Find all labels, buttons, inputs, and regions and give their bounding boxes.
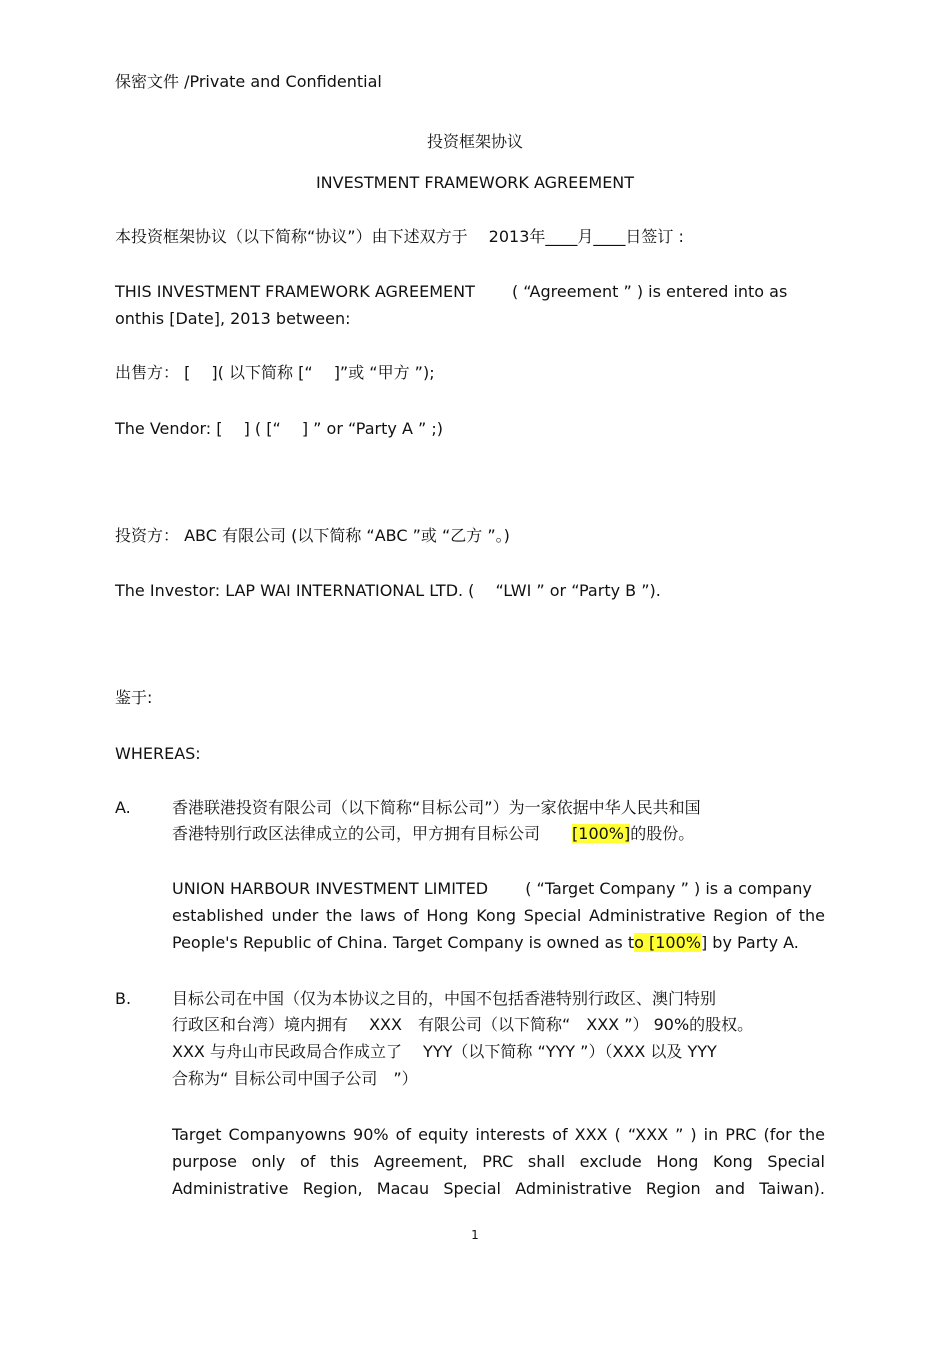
clause-a-chinese-line1: 香港联港投资有限公司（以下简称“目标公司”）为一家依据中华人民共和国 [172,798,701,817]
clause-a-chinese-line2-end: 的股份。 [630,824,695,843]
clause-a-english-line1: UNION HARBOUR INVESTMENT LIMITED ( “Target Company ” ) is a company [172,879,812,898]
clause-b-chinese-line4: 合称为“ 目标公司中国子公司 ”） [172,1069,418,1088]
clause-b-english-line2: purpose only of this Agreement, PRC shall exclude Hong Kong Special [172,1152,825,1171]
investor-english: The Investor: LAP WAI INTERNATIONAL LTD. ( “LWI ” or “Party B ”). [115,581,661,600]
highlighted-percentage: [100%] [572,824,631,843]
clause-a-english-line3-text: People's Republic of China. Target Company is owned as t [172,933,635,952]
clause-a-chinese-line2 [172,823,694,845]
confidentiality-header: 保密文件 /Private and Confidential [115,72,382,91]
vendor-chinese: 出售方： [ ]( 以下简称 [“ ]”或 “甲方 ”); [115,363,435,382]
clause-a-english-line3 [172,932,799,954]
clause-a-english-line3-end: ] by Party A. [700,933,799,952]
clause-a-marker: A. [115,798,131,817]
clause-a-chinese-line2-text: 香港特别行政区法律成立的公司，甲方拥有目标公司 [172,824,573,843]
title-english: INVESTMENT FRAMEWORK AGREEMENT [315,173,635,192]
clause-b-english-line3: Administrative Region, Macau Special Administrative Region and Taiwan). [172,1179,825,1198]
intro-english-line2: onthis [Date], 2013 between: [115,309,351,328]
clause-b-marker: B. [115,989,132,1008]
investor-chinese: 投资方： ABC 有限公司 (以下简称 “ABC ”或 “乙方 ”。) [115,526,510,545]
highlighted-percentage-english: o [100% [634,933,701,952]
whereas-english: WHEREAS: [115,744,201,763]
title-chinese: 投资框架协议 [426,132,523,151]
clause-b-english-line1: Target Companyowns 90% of equity interests of XXX ( “XXX ” ) in PRC (for the [172,1125,825,1144]
intro-chinese: 本投资框架协议（以下简称“协议”）由下述双方于 2013年____月____日签订 : [115,227,684,246]
clause-b-chinese-line2: 行政区和台湾）境内拥有 XXX 有限公司（以下简称“ XXX ”） 90%的股权。 [172,1015,754,1034]
vendor-english: The Vendor: [ ] ( [“ ] ” or “Party A ” ;) [115,419,443,438]
intro-english-line1: THIS INVESTMENT FRAMEWORK AGREEMENT ( “Agreement ” ) is entered into as [115,282,788,301]
page-number: 1 [471,1228,479,1242]
clause-b-chinese-line3: XXX 与舟山市民政局合作成立了 YYY（以下简称 “YYY ”）（XXX 以及 YYY [172,1042,717,1061]
whereas-chinese: 鉴于: [115,688,153,707]
clause-b-chinese-line1: 目标公司在中国（仅为本协议之目的，中国不包括香港特别行政区、澳门特别 [172,989,717,1008]
clause-a-english-line2: established under the laws of Hong Kong Special Administrative Region of the [172,906,825,925]
